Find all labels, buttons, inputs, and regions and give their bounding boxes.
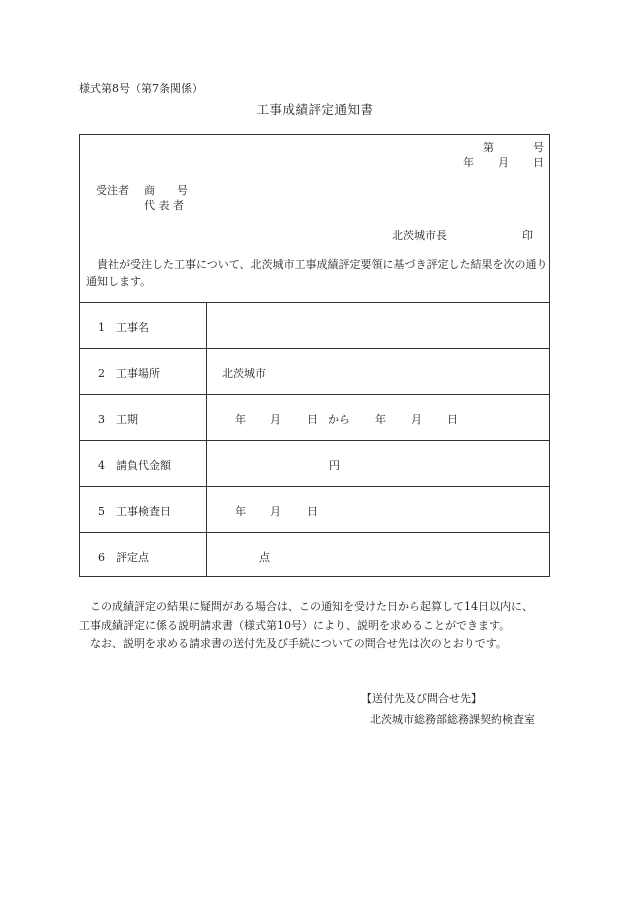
period-kara: から [328, 413, 350, 426]
period-to-day: 日 [447, 413, 458, 426]
row-divider [80, 348, 549, 349]
inspection-year: 年 [235, 505, 246, 518]
trade-name-label: 商 号 [144, 184, 188, 197]
period-from-year: 年 [235, 413, 246, 426]
intro-paragraph: 貴社が受注した工事について、北茨城市工事成績評定要領に基づき評定した結果を次の通り通知します。 [86, 258, 548, 288]
column-divider [206, 302, 207, 576]
contact-heading: 【送付先及び問合せ先】 [361, 692, 482, 705]
representative-label: 代 表 者 [144, 199, 184, 212]
date-year: 年 [463, 156, 474, 169]
project-location-value: 北茨城市 [222, 367, 266, 380]
row-label-evaluation-score: 6 評定点 [98, 551, 149, 564]
contract-amount-unit: 円 [329, 459, 340, 472]
row-label-contract-amount: 4 請負代金額 [98, 459, 171, 472]
issuer-name: 北茨城市長 [392, 229, 447, 242]
period-to-month: 月 [411, 413, 422, 426]
number-go: 号 [533, 141, 544, 154]
row-divider [80, 440, 549, 441]
notice-line: この成績評定の結果に疑問がある場合は、この通知を受けた日から起算して14日以内に、 [90, 600, 533, 613]
contact-office: 北茨城市総務部総務課契約検査室 [370, 713, 535, 726]
row-divider [80, 394, 549, 395]
row-divider [80, 302, 549, 303]
period-from-day: 日 [307, 413, 318, 426]
period-to-year: 年 [375, 413, 386, 426]
period-from-month: 月 [270, 413, 281, 426]
notice-paragraph [79, 598, 559, 654]
document-title: 工事成績評定通知書 [256, 102, 374, 117]
form-number: 様式第8号（第7条関係） [79, 82, 203, 95]
date-day: 日 [533, 156, 544, 169]
number-dai: 第 [483, 141, 494, 154]
inspection-day: 日 [307, 505, 318, 518]
row-label-project-name: 1 工事名 [98, 321, 149, 334]
inspection-month: 月 [270, 505, 281, 518]
notice-line: なお、説明を求める請求書の送付先及び手続についての問合せ先は次のとおりです。 [90, 637, 507, 650]
notice-form-frame [79, 134, 550, 577]
row-label-inspection-date: 5 工事検査日 [98, 505, 171, 518]
row-divider [80, 532, 549, 533]
date-month: 月 [498, 156, 509, 169]
evaluation-score-unit: 点 [259, 551, 270, 564]
row-label-construction-period: 3 工期 [98, 413, 138, 426]
seal-mark: 印 [522, 229, 533, 242]
row-label-project-location: 2 工事場所 [98, 367, 160, 380]
notice-line: 工事成績評定に係る説明請求書（様式第10号）により、説明を求めることができます。 [79, 618, 511, 632]
recipient-label: 受注者 [96, 184, 129, 197]
row-divider [80, 486, 549, 487]
